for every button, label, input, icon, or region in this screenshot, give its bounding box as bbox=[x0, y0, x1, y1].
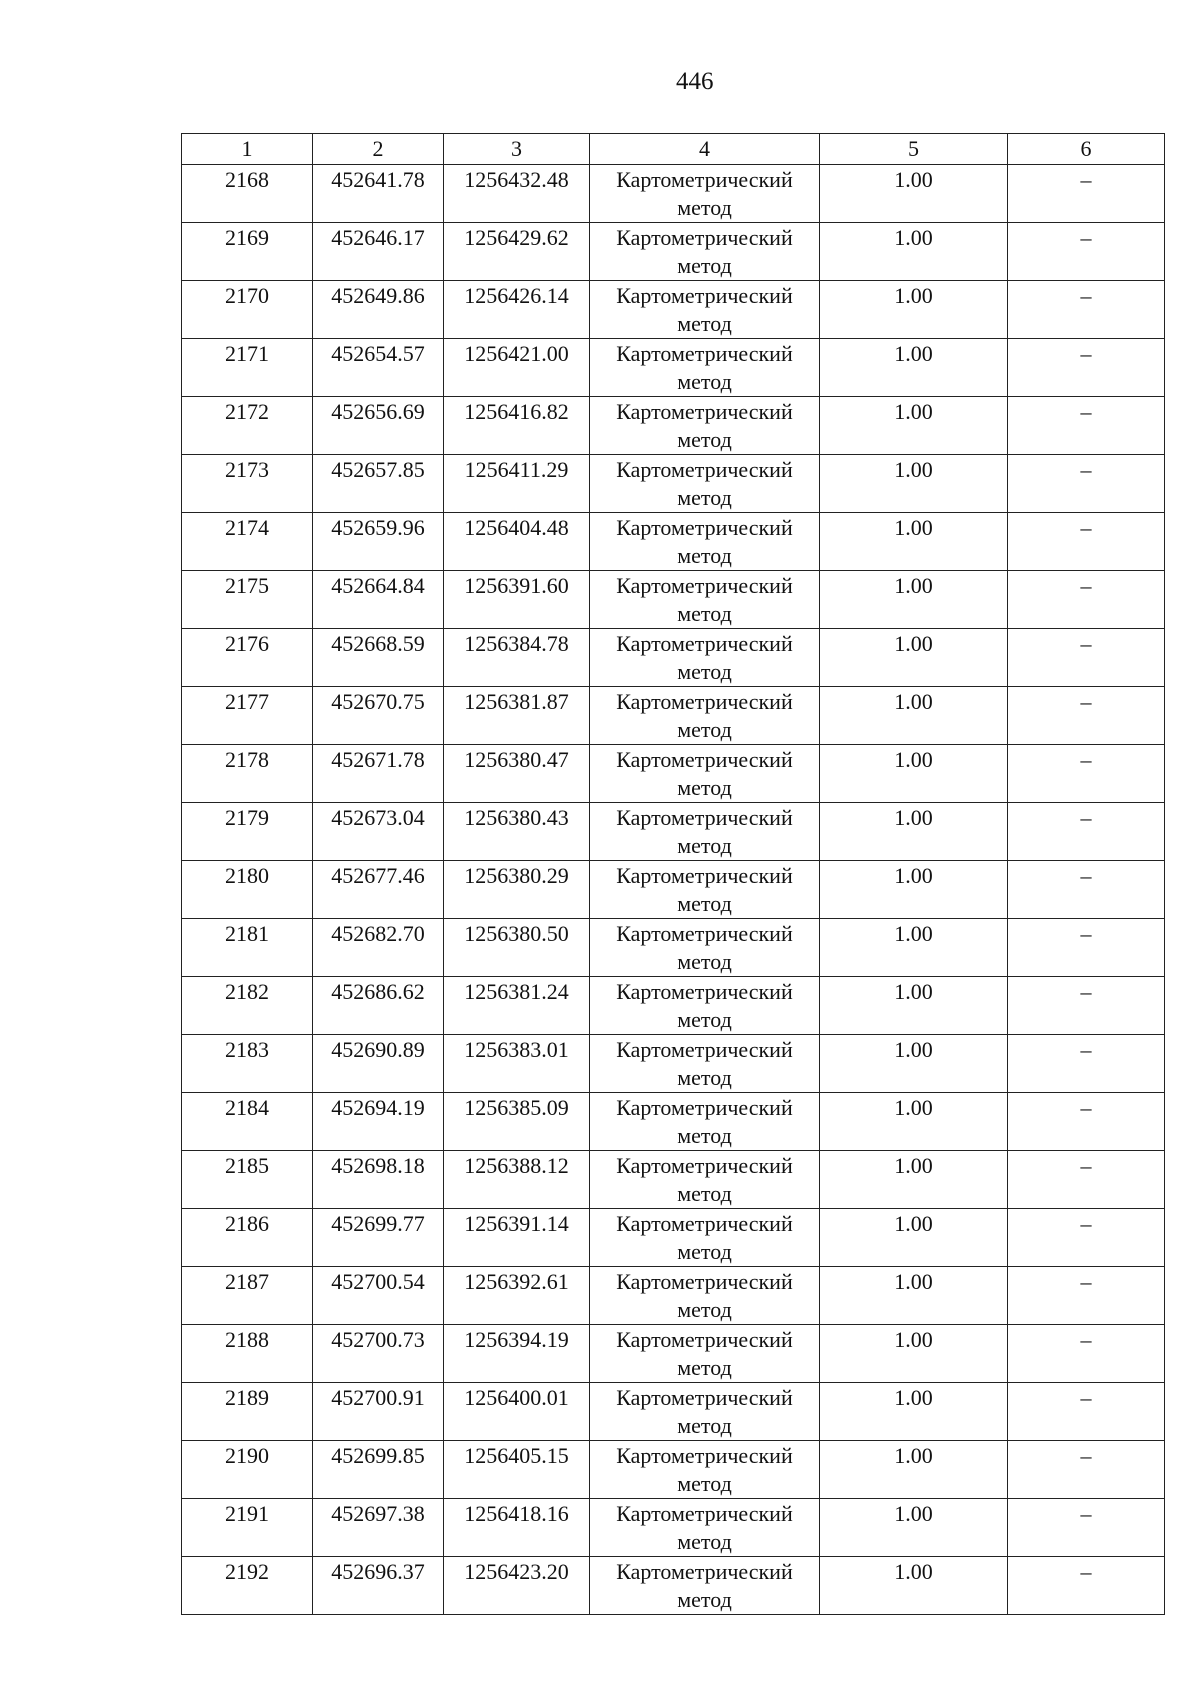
method-line-1: Картометрический bbox=[616, 399, 793, 424]
method-line-2: метод bbox=[677, 311, 732, 336]
table-header bbox=[182, 134, 1165, 165]
point-number-cell: 2168 bbox=[182, 165, 313, 223]
method-line-2: метод bbox=[677, 1181, 732, 1206]
x-coordinate-cell: 452656.69 bbox=[313, 397, 444, 455]
method-cell bbox=[590, 629, 820, 687]
x-coordinate-cell: 452670.75 bbox=[313, 687, 444, 745]
point-number-cell: 2169 bbox=[182, 223, 313, 281]
table-row bbox=[182, 919, 1165, 977]
method-cell bbox=[590, 339, 820, 397]
description-cell: – bbox=[1008, 687, 1165, 745]
table-row bbox=[182, 629, 1165, 687]
description-cell: – bbox=[1008, 919, 1165, 977]
method-line-1: Картометрический bbox=[616, 341, 793, 366]
method-cell bbox=[590, 165, 820, 223]
method-line-1: Картометрический bbox=[616, 225, 793, 250]
table-row bbox=[182, 339, 1165, 397]
method-cell bbox=[590, 281, 820, 339]
accuracy-cell: 1.00 bbox=[820, 1151, 1008, 1209]
x-coordinate-cell: 452659.96 bbox=[313, 513, 444, 571]
method-line-1: Картометрический bbox=[616, 167, 793, 192]
table-row bbox=[182, 281, 1165, 339]
x-coordinate-cell: 452646.17 bbox=[313, 223, 444, 281]
point-number-cell: 2173 bbox=[182, 455, 313, 513]
accuracy-cell: 1.00 bbox=[820, 1557, 1008, 1615]
x-coordinate-cell: 452690.89 bbox=[313, 1035, 444, 1093]
method-cell bbox=[590, 861, 820, 919]
method-line-2: метод bbox=[677, 1355, 732, 1380]
method-line-1: Картометрический bbox=[616, 1559, 793, 1584]
accuracy-cell: 1.00 bbox=[820, 455, 1008, 513]
method-cell bbox=[590, 1325, 820, 1383]
method-line-1: Картометрический bbox=[616, 689, 793, 714]
accuracy-cell: 1.00 bbox=[820, 571, 1008, 629]
point-number-cell: 2188 bbox=[182, 1325, 313, 1383]
y-coordinate-cell: 1256388.12 bbox=[444, 1151, 590, 1209]
method-line-1: Картометрический bbox=[616, 1501, 793, 1526]
method-cell bbox=[590, 1267, 820, 1325]
column-header-2: 2 bbox=[313, 134, 444, 165]
table-row bbox=[182, 165, 1165, 223]
y-coordinate-cell: 1256404.48 bbox=[444, 513, 590, 571]
accuracy-cell: 1.00 bbox=[820, 1209, 1008, 1267]
point-number-cell: 2176 bbox=[182, 629, 313, 687]
table-row bbox=[182, 513, 1165, 571]
description-cell: – bbox=[1008, 745, 1165, 803]
table-row bbox=[182, 1325, 1165, 1383]
table-row bbox=[182, 1209, 1165, 1267]
description-cell: – bbox=[1008, 223, 1165, 281]
table-row bbox=[182, 1383, 1165, 1441]
y-coordinate-cell: 1256394.19 bbox=[444, 1325, 590, 1383]
accuracy-cell: 1.00 bbox=[820, 1267, 1008, 1325]
x-coordinate-cell: 452668.59 bbox=[313, 629, 444, 687]
point-number-cell: 2182 bbox=[182, 977, 313, 1035]
point-number-cell: 2183 bbox=[182, 1035, 313, 1093]
method-line-2: метод bbox=[677, 1413, 732, 1438]
table-row bbox=[182, 1441, 1165, 1499]
method-cell bbox=[590, 745, 820, 803]
column-header-1: 1 bbox=[182, 134, 313, 165]
accuracy-cell: 1.00 bbox=[820, 687, 1008, 745]
method-line-1: Картометрический bbox=[616, 1095, 793, 1120]
method-cell bbox=[590, 977, 820, 1035]
method-cell bbox=[590, 1093, 820, 1151]
y-coordinate-cell: 1256383.01 bbox=[444, 1035, 590, 1093]
y-coordinate-cell: 1256384.78 bbox=[444, 629, 590, 687]
table-row bbox=[182, 861, 1165, 919]
description-cell: – bbox=[1008, 513, 1165, 571]
method-line-1: Картометрический bbox=[616, 747, 793, 772]
method-line-2: метод bbox=[677, 427, 732, 452]
method-line-2: метод bbox=[677, 659, 732, 684]
method-line-1: Картометрический bbox=[616, 805, 793, 830]
method-cell bbox=[590, 1557, 820, 1615]
column-header-4: 4 bbox=[590, 134, 820, 165]
x-coordinate-cell: 452700.73 bbox=[313, 1325, 444, 1383]
x-coordinate-cell: 452694.19 bbox=[313, 1093, 444, 1151]
method-line-2: метод bbox=[677, 1007, 732, 1032]
table-row bbox=[182, 397, 1165, 455]
point-number-cell: 2187 bbox=[182, 1267, 313, 1325]
method-line-1: Картометрический bbox=[616, 283, 793, 308]
description-cell: – bbox=[1008, 1557, 1165, 1615]
point-number-cell: 2179 bbox=[182, 803, 313, 861]
x-coordinate-cell: 452698.18 bbox=[313, 1151, 444, 1209]
method-line-2: метод bbox=[677, 485, 732, 510]
coordinates-table bbox=[181, 133, 1165, 1615]
point-number-cell: 2177 bbox=[182, 687, 313, 745]
method-line-1: Картометрический bbox=[616, 515, 793, 540]
y-coordinate-cell: 1256418.16 bbox=[444, 1499, 590, 1557]
point-number-cell: 2181 bbox=[182, 919, 313, 977]
page-number: 446 bbox=[676, 68, 714, 95]
method-line-2: метод bbox=[677, 195, 732, 220]
x-coordinate-cell: 452697.38 bbox=[313, 1499, 444, 1557]
table-row bbox=[182, 571, 1165, 629]
accuracy-cell: 1.00 bbox=[820, 513, 1008, 571]
method-line-2: метод bbox=[677, 369, 732, 394]
y-coordinate-cell: 1256411.29 bbox=[444, 455, 590, 513]
method-cell bbox=[590, 1209, 820, 1267]
method-line-2: метод bbox=[677, 1239, 732, 1264]
method-line-2: метод bbox=[677, 833, 732, 858]
method-cell bbox=[590, 1383, 820, 1441]
method-cell bbox=[590, 397, 820, 455]
method-line-1: Картометрический bbox=[616, 921, 793, 946]
method-line-2: метод bbox=[677, 1123, 732, 1148]
description-cell: – bbox=[1008, 1441, 1165, 1499]
x-coordinate-cell: 452654.57 bbox=[313, 339, 444, 397]
x-coordinate-cell: 452700.54 bbox=[313, 1267, 444, 1325]
accuracy-cell: 1.00 bbox=[820, 223, 1008, 281]
method-line-2: метод bbox=[677, 775, 732, 800]
method-cell bbox=[590, 571, 820, 629]
column-header-3: 3 bbox=[444, 134, 590, 165]
method-cell bbox=[590, 803, 820, 861]
description-cell: – bbox=[1008, 165, 1165, 223]
description-cell: – bbox=[1008, 861, 1165, 919]
y-coordinate-cell: 1256381.87 bbox=[444, 687, 590, 745]
table-row bbox=[182, 745, 1165, 803]
accuracy-cell: 1.00 bbox=[820, 861, 1008, 919]
column-header-6: 6 bbox=[1008, 134, 1165, 165]
point-number-cell: 2184 bbox=[182, 1093, 313, 1151]
table-row bbox=[182, 977, 1165, 1035]
method-cell bbox=[590, 455, 820, 513]
method-line-1: Картометрический bbox=[616, 631, 793, 656]
table-row bbox=[182, 803, 1165, 861]
description-cell: – bbox=[1008, 1267, 1165, 1325]
method-line-2: метод bbox=[677, 949, 732, 974]
description-cell: – bbox=[1008, 629, 1165, 687]
y-coordinate-cell: 1256416.82 bbox=[444, 397, 590, 455]
method-line-2: метод bbox=[677, 543, 732, 568]
accuracy-cell: 1.00 bbox=[820, 165, 1008, 223]
method-cell bbox=[590, 919, 820, 977]
description-cell: – bbox=[1008, 1383, 1165, 1441]
y-coordinate-cell: 1256423.20 bbox=[444, 1557, 590, 1615]
accuracy-cell: 1.00 bbox=[820, 281, 1008, 339]
accuracy-cell: 1.00 bbox=[820, 1325, 1008, 1383]
method-line-2: метод bbox=[677, 1471, 732, 1496]
method-cell bbox=[590, 1441, 820, 1499]
accuracy-cell: 1.00 bbox=[820, 919, 1008, 977]
point-number-cell: 2175 bbox=[182, 571, 313, 629]
y-coordinate-cell: 1256429.62 bbox=[444, 223, 590, 281]
accuracy-cell: 1.00 bbox=[820, 629, 1008, 687]
method-line-2: метод bbox=[677, 1529, 732, 1554]
y-coordinate-cell: 1256405.15 bbox=[444, 1441, 590, 1499]
method-line-2: метод bbox=[677, 1065, 732, 1090]
point-number-cell: 2178 bbox=[182, 745, 313, 803]
point-number-cell: 2180 bbox=[182, 861, 313, 919]
table-row bbox=[182, 455, 1165, 513]
point-number-cell: 2190 bbox=[182, 1441, 313, 1499]
method-line-2: метод bbox=[677, 1587, 732, 1612]
accuracy-cell: 1.00 bbox=[820, 803, 1008, 861]
description-cell: – bbox=[1008, 571, 1165, 629]
description-cell: – bbox=[1008, 803, 1165, 861]
method-line-2: метод bbox=[677, 717, 732, 742]
method-cell bbox=[590, 1035, 820, 1093]
column-header-5: 5 bbox=[820, 134, 1008, 165]
accuracy-cell: 1.00 bbox=[820, 1093, 1008, 1151]
method-line-1: Картометрический bbox=[616, 1211, 793, 1236]
y-coordinate-cell: 1256426.14 bbox=[444, 281, 590, 339]
y-coordinate-cell: 1256381.24 bbox=[444, 977, 590, 1035]
method-line-2: метод bbox=[677, 891, 732, 916]
y-coordinate-cell: 1256391.14 bbox=[444, 1209, 590, 1267]
method-line-1: Картометрический bbox=[616, 979, 793, 1004]
y-coordinate-cell: 1256432.48 bbox=[444, 165, 590, 223]
x-coordinate-cell: 452677.46 bbox=[313, 861, 444, 919]
description-cell: – bbox=[1008, 1325, 1165, 1383]
table-row bbox=[182, 1499, 1165, 1557]
method-line-2: метод bbox=[677, 1297, 732, 1322]
x-coordinate-cell: 452671.78 bbox=[313, 745, 444, 803]
method-line-1: Картометрический bbox=[616, 1443, 793, 1468]
description-cell: – bbox=[1008, 281, 1165, 339]
accuracy-cell: 1.00 bbox=[820, 1383, 1008, 1441]
method-cell bbox=[590, 223, 820, 281]
point-number-cell: 2172 bbox=[182, 397, 313, 455]
accuracy-cell: 1.00 bbox=[820, 1441, 1008, 1499]
point-number-cell: 2171 bbox=[182, 339, 313, 397]
x-coordinate-cell: 452649.86 bbox=[313, 281, 444, 339]
x-coordinate-cell: 452699.77 bbox=[313, 1209, 444, 1267]
x-coordinate-cell: 452641.78 bbox=[313, 165, 444, 223]
table-row bbox=[182, 1557, 1165, 1615]
table-row bbox=[182, 687, 1165, 745]
y-coordinate-cell: 1256380.47 bbox=[444, 745, 590, 803]
method-line-1: Картометрический bbox=[616, 457, 793, 482]
accuracy-cell: 1.00 bbox=[820, 1499, 1008, 1557]
accuracy-cell: 1.00 bbox=[820, 339, 1008, 397]
x-coordinate-cell: 452673.04 bbox=[313, 803, 444, 861]
description-cell: – bbox=[1008, 455, 1165, 513]
table-body bbox=[182, 165, 1165, 1615]
method-line-1: Картометрический bbox=[616, 573, 793, 598]
y-coordinate-cell: 1256380.43 bbox=[444, 803, 590, 861]
method-line-1: Картометрический bbox=[616, 1037, 793, 1062]
description-cell: – bbox=[1008, 397, 1165, 455]
accuracy-cell: 1.00 bbox=[820, 1035, 1008, 1093]
x-coordinate-cell: 452664.84 bbox=[313, 571, 444, 629]
table-row bbox=[182, 1035, 1165, 1093]
description-cell: – bbox=[1008, 1093, 1165, 1151]
point-number-cell: 2189 bbox=[182, 1383, 313, 1441]
x-coordinate-cell: 452699.85 bbox=[313, 1441, 444, 1499]
point-number-cell: 2192 bbox=[182, 1557, 313, 1615]
point-number-cell: 2191 bbox=[182, 1499, 313, 1557]
y-coordinate-cell: 1256400.01 bbox=[444, 1383, 590, 1441]
header-row bbox=[182, 134, 1165, 165]
accuracy-cell: 1.00 bbox=[820, 745, 1008, 803]
description-cell: – bbox=[1008, 977, 1165, 1035]
description-cell: – bbox=[1008, 1151, 1165, 1209]
method-line-1: Картометрический bbox=[616, 1385, 793, 1410]
point-number-cell: 2174 bbox=[182, 513, 313, 571]
description-cell: – bbox=[1008, 1209, 1165, 1267]
description-cell: – bbox=[1008, 339, 1165, 397]
x-coordinate-cell: 452682.70 bbox=[313, 919, 444, 977]
y-coordinate-cell: 1256392.61 bbox=[444, 1267, 590, 1325]
accuracy-cell: 1.00 bbox=[820, 397, 1008, 455]
description-cell: – bbox=[1008, 1035, 1165, 1093]
method-cell bbox=[590, 687, 820, 745]
method-line-1: Картометрический bbox=[616, 1269, 793, 1294]
table-row bbox=[182, 1093, 1165, 1151]
description-cell: – bbox=[1008, 1499, 1165, 1557]
y-coordinate-cell: 1256385.09 bbox=[444, 1093, 590, 1151]
point-number-cell: 2170 bbox=[182, 281, 313, 339]
table-row bbox=[182, 223, 1165, 281]
method-line-1: Картометрический bbox=[616, 1327, 793, 1352]
method-line-2: метод bbox=[677, 253, 732, 278]
method-line-2: метод bbox=[677, 601, 732, 626]
point-number-cell: 2186 bbox=[182, 1209, 313, 1267]
method-cell bbox=[590, 1151, 820, 1209]
x-coordinate-cell: 452696.37 bbox=[313, 1557, 444, 1615]
y-coordinate-cell: 1256391.60 bbox=[444, 571, 590, 629]
table-row bbox=[182, 1267, 1165, 1325]
method-line-1: Картометрический bbox=[616, 863, 793, 888]
table-row bbox=[182, 1151, 1165, 1209]
x-coordinate-cell: 452657.85 bbox=[313, 455, 444, 513]
x-coordinate-cell: 452700.91 bbox=[313, 1383, 444, 1441]
y-coordinate-cell: 1256380.50 bbox=[444, 919, 590, 977]
y-coordinate-cell: 1256421.00 bbox=[444, 339, 590, 397]
method-line-1: Картометрический bbox=[616, 1153, 793, 1178]
accuracy-cell: 1.00 bbox=[820, 977, 1008, 1035]
point-number-cell: 2185 bbox=[182, 1151, 313, 1209]
y-coordinate-cell: 1256380.29 bbox=[444, 861, 590, 919]
x-coordinate-cell: 452686.62 bbox=[313, 977, 444, 1035]
method-cell bbox=[590, 513, 820, 571]
method-cell bbox=[590, 1499, 820, 1557]
